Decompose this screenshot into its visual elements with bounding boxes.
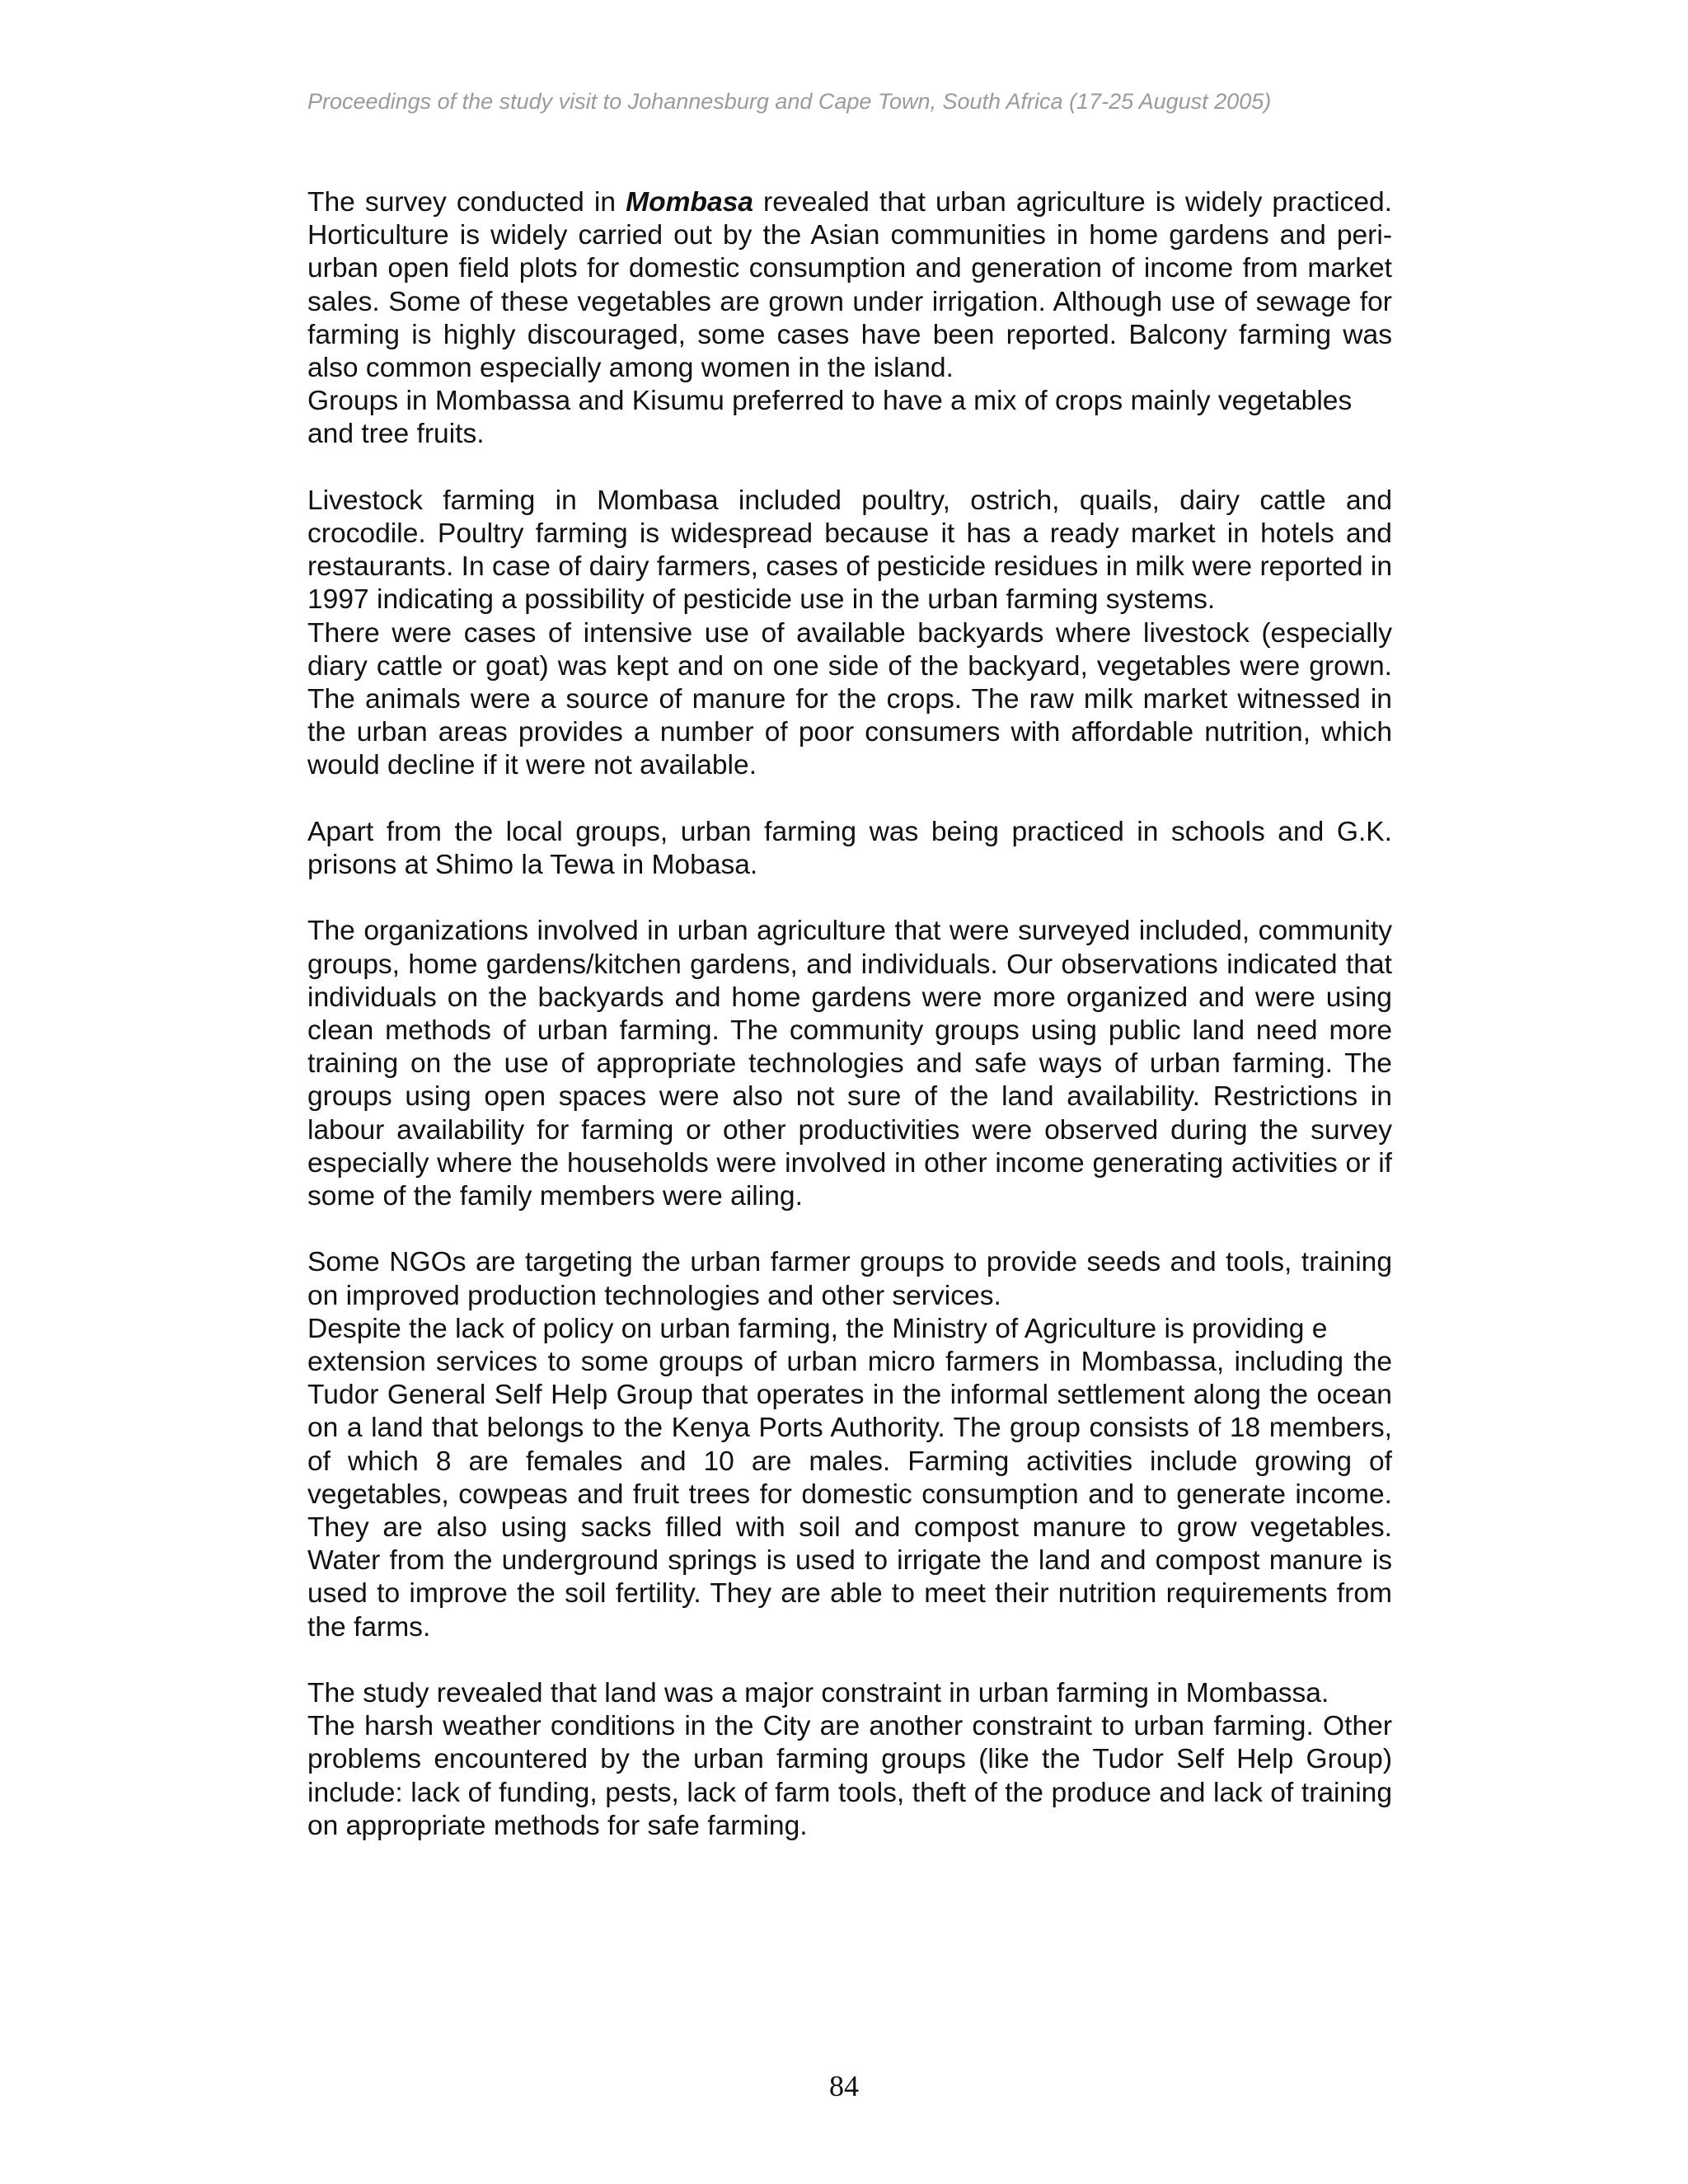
- emphasized-place-name: Mombasa: [626, 187, 753, 218]
- paragraph-livestock: Livestock farming in Mombasa included poultry, ostrich, quails, dairy cattle and crocodile. Poultry farming is widespread because it has a ready market in hotels and restaurants. In case of dairy farmers, cases of pesticide residues in milk were reported in 1997 indicating a possibility of pesticide use in the urban farming systems.: [307, 485, 1392, 616]
- paragraph-text: The survey conducted in: [307, 187, 626, 218]
- paragraph-backyards: There were cases of intensive use of available backyards where livestock (especially diary cattle or goat) was kept and on one side of the backyard, vegetables were grown. The animals were a source of manure for the crops. The raw milk market witnessed in the urban areas provides a number of poor consumers with affordable nutrition, which would decline if it were not available.: [307, 617, 1392, 781]
- page-number: 84: [829, 2069, 859, 2102]
- paragraph-land-constraint: The study revealed that land was a major constraint in urban farming in Mombassa.: [307, 1678, 1329, 1709]
- paragraph-organizations: The organizations involved in urban agriculture that were surveyed included, community groups, home gardens/kitchen gardens, and individuals. Our observations indicated that individuals on the backyards and home gardens were more organized and were using clean methods of urban farming. The community groups using public land need more training on the use of appropriate technologies and safe ways of urban farming. The groups using open spaces were also not sure of the land availability. Restrictions in labour availability for farming or other productivities were observed during the survey especially where the households were involved in other income generating activities or if some of the family members were ailing.: [307, 916, 1392, 1212]
- paragraph-text: revealed that urban agriculture is widely practiced. Horticulture is widely carried out by the Asian communities in home gardens and peri-urban open field plots for domestic consumption and generation of income from market sales. Some of these vegetables are grown under irrigation. Although use of sewage for farming is highly discouraged, some cases have been reported. Balcony farming was also common especially among women in the island.: [307, 187, 1392, 384]
- paragraph-mombasa-survey: [307, 186, 1392, 385]
- paragraph-tudor-group: extension services to some groups of urban micro farmers in Mombassa, including the Tudor General Self Help Group that operates in the informal settlement along the ocean on a land that belongs to the Kenya Ports Authority. The group consists of 18 members, of which 8 are females and 10 are males. Farming activities include growing of vegetables, cowpeas and fruit trees for domestic consumption and to generate income. They are also using sacks filled with soil and compost manure to grow vegetables. Water from the underground springs is used to irrigate the land and compost manure is used to improve the soil fertility. They are able to meet their nutrition requirements from the farms.: [307, 1347, 1392, 1643]
- paragraph-other-constraints: The harsh weather conditions in the City are another constraint to urban farming. Other problems encountered by the urban farming groups (like the Tudor Self Help Group) include: lack of funding, pests, lack of farm tools, theft of the produce and lack of training on appropriate methods for safe farming.: [307, 1711, 1392, 1841]
- paragraph-ministry-line: Despite the lack of policy on urban farming, the Ministry of Agriculture is providing e: [307, 1313, 1328, 1344]
- body-text: [307, 186, 1392, 1843]
- paragraph-ngos: Some NGOs are targeting the urban farmer groups to provide seeds and tools, training on improved production technologies and other services.: [307, 1247, 1392, 1311]
- running-header: Proceedings of the study visit to Johannesburg and Cape Town, South Africa (17-25 August 2005): [307, 89, 1272, 114]
- paragraph-crop-mix: Groups in Mombassa and Kisumu preferred to have a mix of crops mainly vegetables and tree fruits.: [307, 386, 1353, 450]
- paragraph-local-groups: Apart from the local groups, urban farming was being practiced in schools and G.K. prisons at Shimo la Tewa in Mobasa.: [307, 816, 1392, 881]
